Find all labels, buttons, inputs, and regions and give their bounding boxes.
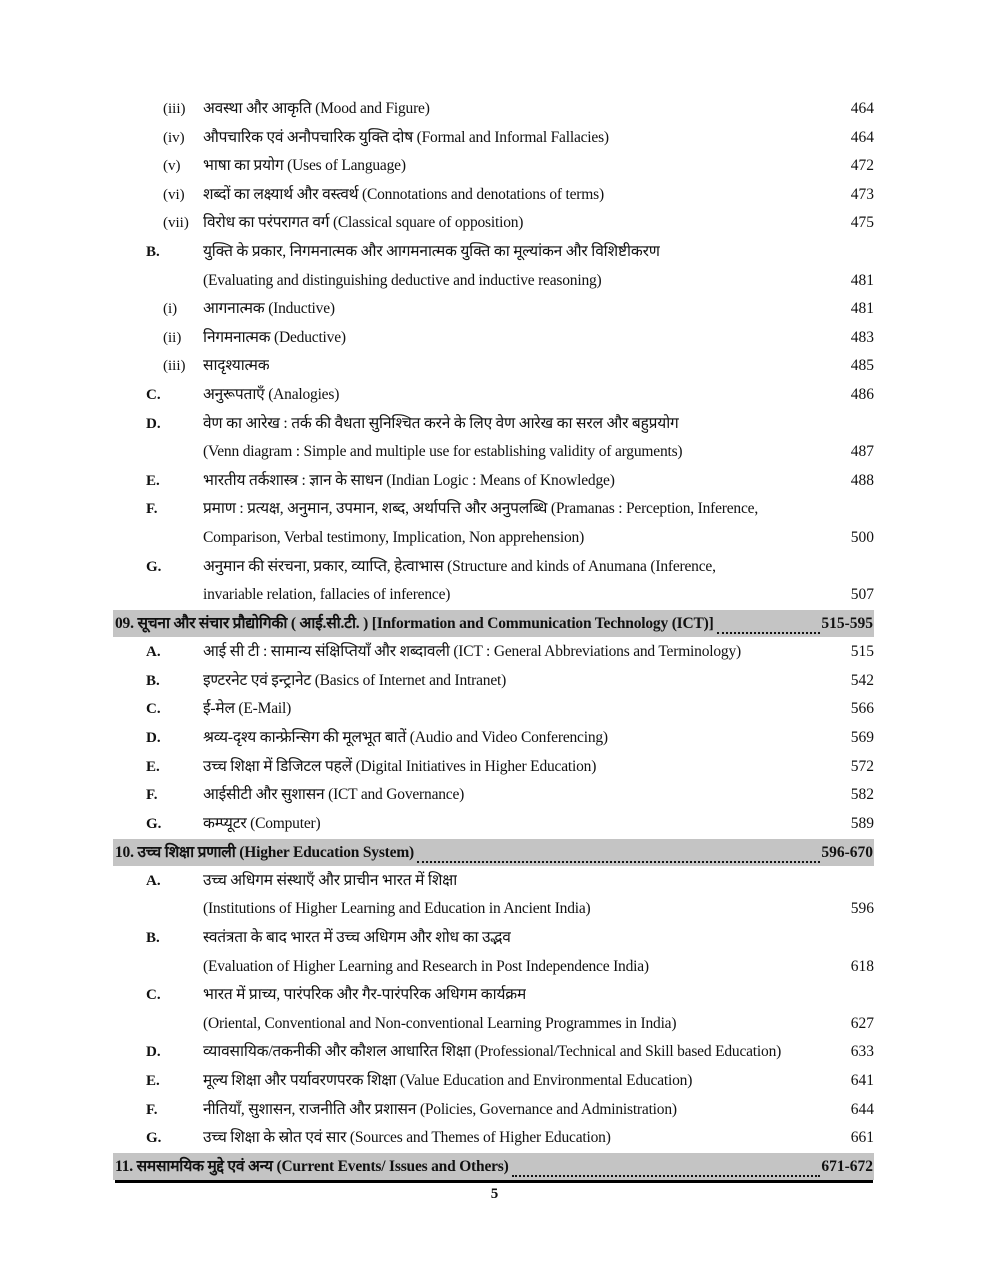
dot-leader [506,684,850,685]
toc-entry-continuation[interactable] [113,267,874,296]
entry-title-english: (Institutions of Higher Learning and Education in Ancient India) [203,900,591,918]
entry-page: 661 [850,1129,874,1147]
entry-title: इण्टरनेट एवं इन्ट्रानेट (Basics of Internet and Intranet) [203,671,507,689]
dot-leader [608,741,850,742]
toc-entry-continuation[interactable] [113,953,874,982]
entry-title: भारतीय तर्कशास्त्र : ज्ञान के साधन (Indian Logic : Means of Knowledge) [203,471,615,489]
entry-number: (v) [163,158,181,175]
entry-page: 487 [850,443,874,461]
toc-entry-section-c[interactable] [113,381,874,410]
chapter-title: 11. समसामयिक मुद्दे एवं अन्य (Current Events/ Issues and Others) [115,1158,509,1176]
entry-letter: C. [146,386,161,403]
entry-title: उच्च शिक्षा के स्रोत एवं सार (Sources and Themes of Higher Education) [203,1129,611,1147]
chapter-heading-11[interactable] [113,1153,874,1180]
dot-leader [450,598,850,599]
entry-page: 566 [850,700,874,718]
entry-number: (vi) [163,186,185,203]
entry-letter: F. [146,501,158,518]
entry-page: 515 [850,643,874,661]
page-number: 5 [490,1186,499,1202]
toc-entry[interactable] [113,667,874,696]
entry-page: 641 [850,1072,874,1089]
footer-rule [115,1180,873,1183]
entry-title: नीतियाँ, सुशासन, राजनीति और प्रशासन (Policies, Governance and Administration) [203,1100,677,1118]
dot-leader [584,541,850,542]
toc-entry[interactable] [113,753,874,782]
toc-entry[interactable] [113,924,874,953]
entry-title-hindi: उच्च अधिगम संस्थाएँ और प्राचीन भारत में शिक्षा [203,871,458,889]
entry-page: 488 [850,471,874,489]
toc-entry[interactable] [113,324,874,353]
chapter-title: 10. उच्च शिक्षा प्रणाली (Higher Education System) [115,843,414,861]
dot-leader [339,398,850,399]
entry-page: 464 [850,100,874,117]
entry-page: 627 [850,1014,874,1032]
dot-leader [714,627,822,628]
entry-page: 473 [850,185,874,203]
dot-leader [682,455,849,456]
entry-letter: B. [146,672,160,689]
entry-number: (iv) [163,129,185,146]
dot-leader [611,1141,850,1142]
entry-page: 572 [850,757,874,775]
toc-entry-continuation[interactable] [113,1010,874,1039]
dot-leader [406,169,850,170]
dot-leader [269,369,849,370]
toc-entry[interactable] [113,810,874,839]
toc-entry[interactable] [113,124,874,153]
entry-number: (iii) [163,101,186,117]
entry-page: 483 [850,328,874,346]
entry-title: भाषा का प्रयोग (Uses of Language) [203,157,406,175]
entry-page: 486 [850,385,874,403]
entry-title-line2: invariable relation, fallacies of inference) [203,586,451,604]
toc-entry[interactable] [113,1067,874,1096]
entry-letter: E. [146,758,160,775]
entry-letter: E. [146,472,160,489]
dot-leader [615,484,850,485]
chapter-page-range: 671-672 [821,1158,873,1176]
entry-title-hindi: युक्ति के प्रकार, निगमनात्मक और आगमनात्मक युक्ति का मूल्यांकन और विशिष्टीकरण [203,242,660,260]
entry-title: कम्प्यूटर (Computer) [203,814,321,832]
entry-letter: C. [146,987,161,1004]
entry-letter: C. [146,701,161,718]
dot-leader [609,141,850,142]
entry-title-english: (Evaluation of Higher Learning and Research in Post Independence India) [203,957,649,975]
entry-letter: G. [146,815,162,832]
entry-number: (vii) [163,215,189,232]
entry-number: (iii) [163,358,186,375]
entry-title: सादृश्यात्मक [203,357,270,375]
toc-entry[interactable] [113,181,874,210]
toc-entry[interactable] [113,867,874,896]
entry-title-line1: अनुमान की संरचना, प्रकार, व्याप्ति, हेत्वाभास (Structure and kinds of Anumana (Inference, [203,557,716,575]
dot-leader [464,798,850,799]
dot-leader [291,712,850,713]
entry-page: 542 [850,671,874,689]
toc-entry-section-b[interactable] [113,238,874,267]
dot-leader [414,856,821,857]
toc-entry[interactable] [113,295,874,324]
entry-title: अवस्था और आकृति (Mood and Figure) [203,100,430,117]
entry-title-hindi: स्वतंत्रता के बाद भारत में उच्च अधिगम और शोध का उद्भव [203,929,511,947]
entry-title: शब्दों का लक्ष्यार्थ और वस्त्वर्थ (Connotations and denotations of terms) [203,185,604,203]
chapter-title: 09. सूचना और संचार प्रौद्योगिकी ( आई.सी.टी. ) [Information and Communication Technology (ICT)] [115,615,714,633]
entry-page: 481 [850,300,874,318]
entry-letter: F. [146,787,158,804]
toc-entry[interactable] [113,695,874,724]
dot-leader [781,1055,850,1056]
dot-leader [604,198,850,199]
entry-title: मूल्य शिक्षा और पर्यावरणपरक शिक्षा (Value Education and Environmental Education) [203,1072,693,1089]
toc-entry[interactable] [113,1038,874,1067]
entry-title: श्रव्य-दृश्य कान्फ्रेन्सिग की मूलभूत बातें (Audio and Video Conferencing) [203,728,608,746]
toc-entry[interactable] [113,95,874,124]
entry-title: आईसीटी और सुशासन (ICT and Governance) [203,786,465,804]
entry-title-line2: Comparison, Verbal testimony, Implication, Non apprehension) [203,528,585,546]
dot-leader [509,1170,822,1171]
entry-letter: D. [146,729,161,746]
entry-title: व्यावसायिक/तकनीकी और कौशल आधारित शिक्षा (Professional/Technical and Skill based Education) [203,1043,782,1061]
entry-letter: A. [146,872,161,889]
entry-title-hindi: भारत में प्राच्य, पारंपरिक और गैर-पारंपरिक अधिगम कार्यक्रम [203,986,527,1004]
entry-page: 569 [850,728,874,746]
dot-leader [602,284,850,285]
dot-leader [320,827,849,828]
dot-leader [335,312,850,313]
chapter-heading-10[interactable] [113,839,874,866]
toc-entry-section-f[interactable] [113,495,874,524]
entry-letter: A. [146,644,161,661]
toc-entry[interactable] [113,638,874,667]
entry-title-hindi: वेण का आरेख : तर्क की वैधता सुनिश्चित करने के लिए वेण आरेख का सरल और बहुप्रयोग [203,414,679,432]
dot-leader [649,970,850,971]
entry-page: 582 [850,786,874,804]
toc-entry[interactable] [113,981,874,1010]
entry-title-english: (Oriental, Conventional and Non-conventional Learning Programmes in India) [203,1014,677,1032]
chapter-page-range: 515-595 [821,615,873,633]
entry-page: 507 [850,586,874,604]
entry-letter: F. [146,1101,158,1118]
chapter-heading-09[interactable] [113,610,874,637]
toc-entry[interactable] [113,352,874,381]
entry-title: अनुरूपताएँ (Analogies) [203,385,340,403]
dot-leader [346,341,850,342]
entry-page: 633 [850,1043,874,1061]
toc-entry-section-e[interactable] [113,467,874,496]
dot-leader [741,655,850,656]
entry-title-english: (Evaluating and distinguishing deductive and inductive reasoning) [203,271,602,289]
entry-number: (i) [163,301,178,318]
toc-entry-continuation[interactable] [113,438,874,467]
entry-page: 596 [850,900,874,918]
entry-page: 481 [850,271,874,289]
toc-entry[interactable] [113,724,874,753]
dot-leader [596,770,850,771]
entry-page: 618 [850,957,874,975]
toc-entry-continuation[interactable] [113,581,874,610]
toc-entry-continuation[interactable] [113,895,874,924]
entry-letter: G. [146,1130,162,1147]
entry-title-english: (Venn diagram : Simple and multiple use for establishing validity of arguments) [203,443,683,461]
entry-letter: D. [146,415,161,432]
dot-leader [692,1084,850,1085]
entry-title: आगनात्मक (Inductive) [203,300,335,318]
dot-leader [430,112,850,113]
toc-entry-section-g[interactable] [113,553,874,582]
entry-title: विरोध का परंपरागत वर्ग (Classical square of opposition) [203,214,524,232]
dot-leader [676,1027,849,1028]
toc-entry[interactable] [113,1124,874,1153]
entry-letter: D. [146,1044,161,1061]
dot-leader [523,226,849,227]
entry-title: औपचारिक एवं अनौपचारिक युक्ति दोष (Formal and Informal Fallacies) [203,128,609,146]
entry-letter: G. [146,558,162,575]
entry-title: आई सी टी : सामान्य संक्षिप्तियाँ और शब्दावली (ICT : General Abbreviations and Terminology) [203,643,741,661]
entry-page: 472 [850,157,874,175]
entry-page: 644 [850,1100,874,1118]
toc-entry[interactable] [113,781,874,810]
entry-page: 589 [850,814,874,832]
toc-entry-section-d[interactable] [113,410,874,439]
dot-leader [591,912,850,913]
entry-page: 500 [850,528,874,546]
chapter-page-range: 596-670 [821,843,873,861]
entry-page: 485 [850,357,874,375]
toc-entry[interactable] [113,1096,874,1125]
entry-letter: E. [146,1073,160,1089]
entry-title-line1: प्रमाण : प्रत्यक्ष, अनुमान, उपमान, शब्द, अर्थापत्ति और अनुपलब्धि (Pramanas : Perception, Inference, [203,500,759,518]
dot-leader [677,1113,850,1114]
toc-entry[interactable] [113,209,874,238]
entry-letter: B. [146,243,160,260]
table-of-contents [113,95,874,1181]
toc-entry[interactable] [113,152,874,181]
entry-title: निगमनात्मक (Deductive) [203,328,346,346]
entry-title: ई-मेल (E-Mail) [203,700,292,718]
entry-page: 464 [850,128,874,146]
entry-title: उच्च शिक्षा में डिजिटल पहलें (Digital Initiatives in Higher Education) [203,757,597,775]
toc-entry-continuation[interactable] [113,524,874,553]
entry-page: 475 [850,214,874,232]
entry-letter: B. [146,930,160,947]
entry-number: (ii) [163,329,182,346]
